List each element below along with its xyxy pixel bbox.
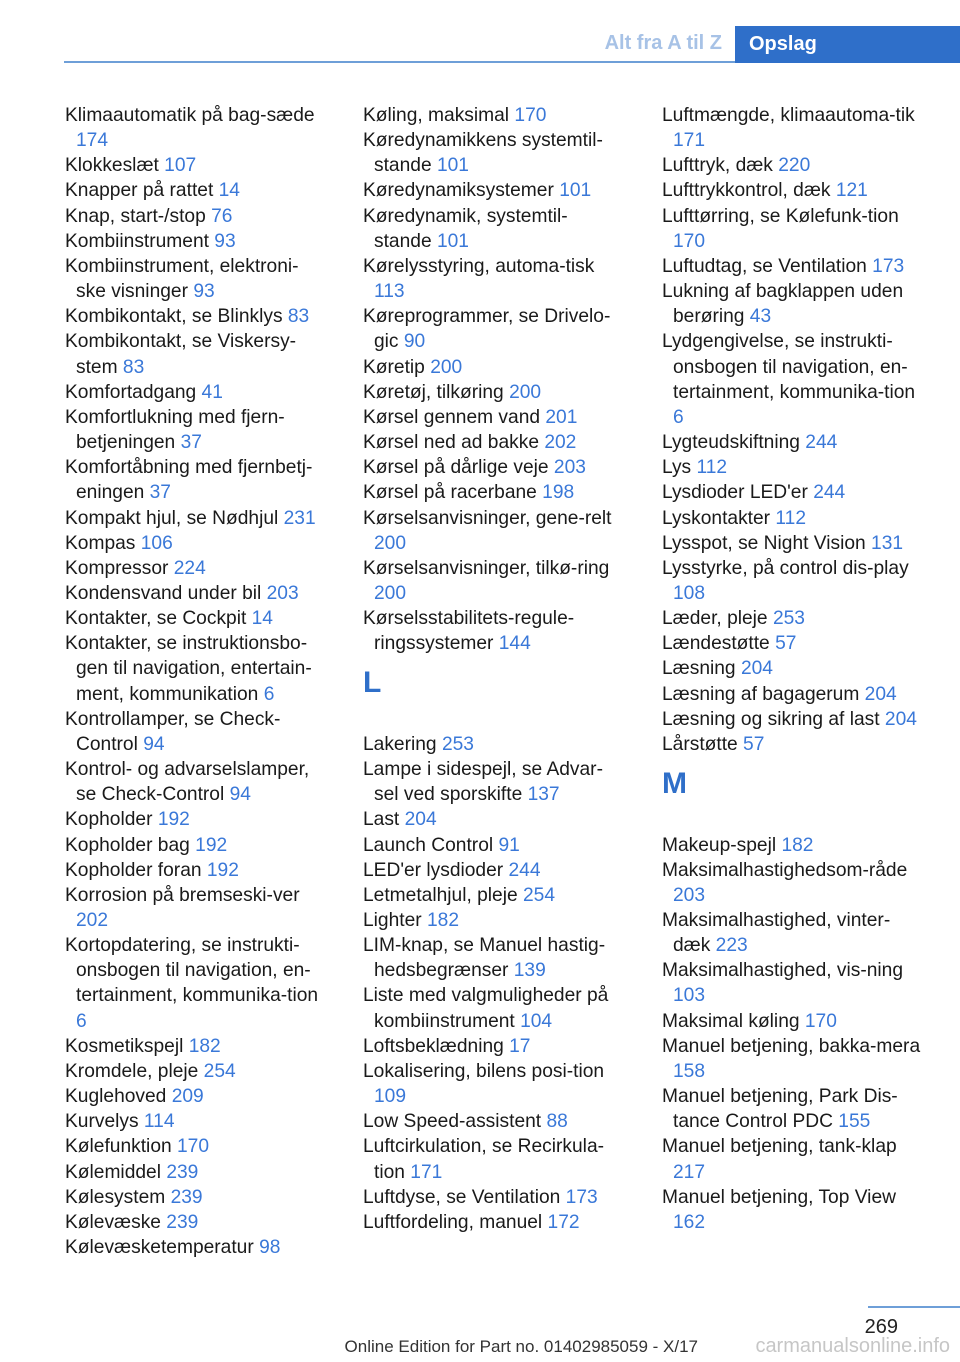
index-entry xyxy=(65,329,327,379)
index-term: Luftfordeling, manuel xyxy=(363,1211,548,1233)
index-entry xyxy=(662,1009,924,1034)
index-term: Manuel betjening, bakka-mera xyxy=(662,1035,921,1057)
index-term: Lukning af bagklappen uden berøring xyxy=(662,281,904,328)
index-term: Komfortåbning med fjernbetj-eningen xyxy=(65,457,313,504)
index-term: Kølevæske xyxy=(65,1211,167,1233)
index-entry xyxy=(65,254,327,304)
index-entry xyxy=(662,178,924,203)
index-term: Køreprogrammer, se Drivelo-gic xyxy=(363,306,611,353)
index-entry xyxy=(662,958,924,1008)
page-reference-link[interactable]: 200 xyxy=(374,582,407,604)
page-reference-link[interactable]: 203 xyxy=(673,884,706,906)
page-reference-link[interactable]: 217 xyxy=(673,1161,706,1183)
index-entry xyxy=(363,254,625,304)
index-term: Kørselsanvisninger, tilkø-ring xyxy=(363,557,610,579)
page-reference-link[interactable]: 94 xyxy=(229,784,251,806)
index-term: Liste med valgmuligheder på kombiinstrument xyxy=(363,985,609,1032)
index-term: Lufttryk, dæk xyxy=(662,155,779,177)
index-entry xyxy=(363,1059,625,1109)
index-term: Kosmetikspejl xyxy=(65,1035,189,1057)
index-entry xyxy=(662,430,924,455)
index-entry xyxy=(65,405,327,455)
index-term: Kromdele, pleje xyxy=(65,1060,204,1082)
page-reference-link[interactable]: 239 xyxy=(166,1211,199,1233)
page-reference-link[interactable]: 14 xyxy=(218,180,240,202)
index-term: Køredynamiksystemer xyxy=(363,180,560,202)
page-reference-link[interactable]: 173 xyxy=(565,1186,598,1208)
page-reference-link[interactable]: 170 xyxy=(673,230,706,252)
page-reference-link[interactable]: 182 xyxy=(188,1035,221,1057)
index-term: Køredynamik, systemtil-stande xyxy=(363,205,568,252)
page-reference-link[interactable]: 192 xyxy=(195,834,228,856)
index-term: Komfortlukning med fjern-betjeningen xyxy=(65,406,285,454)
index-term: Klokkeslæt xyxy=(65,155,165,177)
page-reference-link[interactable]: 107 xyxy=(164,155,197,177)
page-reference-link[interactable]: 106 xyxy=(140,532,173,554)
index-entry xyxy=(662,1084,924,1134)
index-entry xyxy=(662,204,924,254)
index-entry xyxy=(65,757,327,807)
index-entry xyxy=(363,858,625,883)
index-term: Manuel betjening, tank-klap xyxy=(662,1136,897,1158)
page-reference-link[interactable]: 244 xyxy=(508,859,541,881)
index-term: Kondensvand under bil xyxy=(65,582,267,604)
index-term: Kørsel ned ad bakke xyxy=(363,432,545,454)
page-reference-link[interactable]: 173 xyxy=(872,255,905,277)
index-entry xyxy=(65,933,327,1034)
index-term: Lydgengivelse, se instrukti-onsbogen til navigation, en-tertainment, kommunika-tion xyxy=(662,331,916,403)
index-entry xyxy=(662,833,924,858)
page-reference-link[interactable]: 83 xyxy=(287,306,310,328)
page-reference-link[interactable]: 203 xyxy=(266,582,299,604)
index-entry xyxy=(662,732,924,757)
page-reference-link[interactable]: 204 xyxy=(404,809,437,831)
index-entry xyxy=(65,1160,327,1185)
index-entry xyxy=(363,128,625,178)
page-reference-link[interactable]: 171 xyxy=(410,1161,443,1183)
index-entry xyxy=(363,1034,625,1059)
index-term: Lokalisering, bilens posi-tion xyxy=(363,1060,605,1082)
index-entry xyxy=(363,1134,625,1184)
page-reference-link[interactable]: 76 xyxy=(211,205,233,227)
index-entry xyxy=(662,656,924,681)
index-term: Maksimalhastighedsom-råde xyxy=(662,859,908,881)
index-entry xyxy=(65,858,327,883)
index-term: Lyskontakter xyxy=(662,507,776,529)
footer-rule xyxy=(868,1306,960,1308)
page-reference-link[interactable]: 139 xyxy=(513,960,546,982)
page-reference-link[interactable]: 98 xyxy=(259,1237,281,1259)
index-entry xyxy=(662,1034,924,1084)
index-term: Lufttørring, se Kølefunk-tion xyxy=(662,205,899,227)
index-term: Korrosion på bremseski-ver xyxy=(65,884,300,906)
index-entry xyxy=(65,883,327,933)
section-tab: Opslag xyxy=(735,26,960,63)
index-entry xyxy=(363,380,625,405)
index-entry xyxy=(65,380,327,405)
index-term: Kontrollamper, se Check-Control xyxy=(65,708,281,755)
page-reference-link[interactable]: 37 xyxy=(180,432,202,454)
page-reference-link[interactable]: 254 xyxy=(203,1060,236,1082)
index-term: Kørsel gennem vand xyxy=(363,406,546,428)
edition-note: Online Edition for Part no. 01402985059 - X/17 xyxy=(344,1337,698,1356)
page-reference-link[interactable]: 200 xyxy=(430,356,463,378)
page-reference-link[interactable]: 204 xyxy=(740,658,773,680)
index-term: Knap, start-/stop xyxy=(65,205,212,227)
index-entry xyxy=(363,304,625,354)
index-term: Kortopdatering, se instrukti-onsbogen til navigation, en-tertainment, kommunika-tion xyxy=(65,935,319,1007)
page-reference-link[interactable]: 155 xyxy=(838,1111,871,1133)
page-reference-link[interactable]: 131 xyxy=(871,532,904,554)
index-column-2 xyxy=(363,103,625,1235)
page-reference-link[interactable]: 90 xyxy=(403,331,426,353)
index-entry xyxy=(65,1210,327,1235)
index-term: Kørselsstabilitets-regule-ringssystemer xyxy=(363,608,575,655)
index-entry xyxy=(65,581,327,606)
index-term: Lys xyxy=(662,457,697,479)
index-term: Low Speed-assistent xyxy=(363,1111,547,1133)
index-entry xyxy=(662,631,924,656)
page-reference-link[interactable]: 83 xyxy=(122,356,145,378)
page-reference-link[interactable]: 209 xyxy=(171,1086,204,1108)
index-entry xyxy=(65,178,327,203)
index-entry xyxy=(363,480,625,505)
index-term: Luftcirkulation, se Recirkula-tion xyxy=(363,1136,605,1183)
page-reference-link[interactable]: 231 xyxy=(283,507,316,529)
page-reference-link[interactable]: 174 xyxy=(76,130,109,152)
page-reference-link[interactable]: 244 xyxy=(813,482,846,504)
index-entry xyxy=(65,103,327,153)
index-entry xyxy=(65,204,327,229)
page-reference-link[interactable]: 94 xyxy=(143,733,165,755)
page-reference-link[interactable]: 37 xyxy=(149,482,171,504)
index-term: Kompas xyxy=(65,532,141,554)
index-letter-heading: L xyxy=(363,666,382,700)
index-entry xyxy=(65,1185,327,1210)
page-reference-link[interactable]: 57 xyxy=(743,733,765,755)
index-term: Lysstyrke, på control dis-play xyxy=(662,557,909,579)
index-term: Kombiinstrument xyxy=(65,230,215,252)
page-reference-link[interactable]: 144 xyxy=(498,633,531,655)
index-term: Manuel betjening, Top View xyxy=(662,1186,896,1208)
index-term: Kuglehoved xyxy=(65,1086,172,1108)
index-entry xyxy=(662,103,924,153)
index-term: Kompressor xyxy=(65,557,174,579)
page-reference-link[interactable]: 114 xyxy=(143,1111,175,1133)
page-reference-link[interactable]: 204 xyxy=(864,683,897,705)
page-reference-link[interactable]: 200 xyxy=(509,381,542,403)
page-reference-link[interactable]: 200 xyxy=(374,532,407,554)
page-reference-link[interactable]: 104 xyxy=(520,1010,553,1032)
index-term: Kurvelys xyxy=(65,1111,144,1133)
index-term: Lampe i sidespejl, se Advar-sel ved sporskifte xyxy=(363,759,603,806)
index-term: Lysdioder LED'er xyxy=(662,482,814,504)
index-term: Kopholder bag xyxy=(65,834,196,856)
page-reference-link[interactable]: 108 xyxy=(673,582,706,604)
index-entry xyxy=(65,807,327,832)
index-term: Læsning xyxy=(662,658,741,680)
index-entry xyxy=(65,707,327,757)
index-term: Kølemiddel xyxy=(65,1161,167,1183)
page-reference-link[interactable]: 43 xyxy=(749,306,772,328)
index-entry xyxy=(65,229,327,254)
index-entry xyxy=(662,480,924,505)
page-reference-link[interactable]: 91 xyxy=(498,834,520,856)
index-column-1 xyxy=(65,103,327,1260)
page-reference-link[interactable]: 170 xyxy=(514,105,547,126)
index-term: Kopholder foran xyxy=(65,859,207,881)
page-reference-link[interactable]: 113 xyxy=(374,281,405,303)
page-reference-link[interactable]: 14 xyxy=(251,608,273,630)
page-reference-link[interactable]: 223 xyxy=(715,935,748,957)
page-reference-link[interactable]: 57 xyxy=(775,633,797,655)
index-term: Køretip xyxy=(363,356,431,378)
page-reference-link[interactable]: 254 xyxy=(523,884,556,906)
index-term: Læsning af bagagerum xyxy=(662,683,865,705)
index-entry xyxy=(662,556,924,606)
index-entry xyxy=(363,807,625,832)
index-entry xyxy=(65,1034,327,1059)
index-term: Knapper på rattet xyxy=(65,180,219,202)
page-reference-link[interactable]: 6 xyxy=(263,683,275,705)
index-entry xyxy=(662,682,924,707)
index-entry xyxy=(363,1109,625,1134)
page-reference-link[interactable]: 220 xyxy=(778,155,811,177)
index-term: Loftsbeklædning xyxy=(363,1035,510,1057)
index-entry xyxy=(662,1185,924,1235)
page-reference-link[interactable]: 93 xyxy=(193,281,215,303)
page-reference-link[interactable]: 101 xyxy=(436,155,469,177)
page-reference-link[interactable]: 6 xyxy=(673,406,684,428)
page-reference-link[interactable]: 182 xyxy=(781,834,814,856)
page-reference-link[interactable]: 170 xyxy=(804,1010,837,1032)
index-entry xyxy=(662,506,924,531)
index-letter-heading: M xyxy=(662,767,687,801)
index-entry xyxy=(65,1235,327,1260)
index-entry xyxy=(662,329,924,430)
index-term: Kørsel på dårlige veje xyxy=(363,457,554,479)
page-reference-link[interactable]: 171 xyxy=(673,130,706,152)
index-entry xyxy=(363,556,625,606)
index-entry xyxy=(662,153,924,178)
index-term: LED'er lysdioder xyxy=(363,859,509,881)
page-reference-link[interactable]: 170 xyxy=(177,1136,210,1158)
page-reference-link[interactable]: 253 xyxy=(772,608,805,630)
index-term: Køretøj, tilkøring xyxy=(363,381,510,403)
index-term: Maksimalhastighed, vinter-dæk xyxy=(662,909,891,957)
index-entry xyxy=(662,707,924,732)
index-term: Kopholder xyxy=(65,809,158,831)
index-entry xyxy=(65,606,327,631)
page-reference-link[interactable]: 239 xyxy=(170,1186,203,1208)
index-entry xyxy=(662,858,924,908)
page-reference-link[interactable]: 101 xyxy=(559,180,592,202)
index-term: Kontakter, se instruktionsbo-gen til navigation, entertain-ment, kommunikation xyxy=(65,633,312,705)
index-entry xyxy=(662,1134,924,1184)
index-term: Kørsel på racerbane xyxy=(363,482,543,504)
index-column-3 xyxy=(662,103,924,1235)
index-term: Køredynamikkens systemtil-stande xyxy=(363,130,603,177)
index-entry xyxy=(363,933,625,983)
page-reference-link[interactable]: 244 xyxy=(805,432,838,454)
index-entry xyxy=(363,1185,625,1210)
page-reference-link[interactable]: 93 xyxy=(214,230,236,252)
index-entry xyxy=(363,732,625,757)
page-number: 269 xyxy=(864,1316,898,1338)
index-entry xyxy=(65,455,327,505)
section-breadcrumb: Alt fra A til Z xyxy=(604,32,722,54)
page-reference-link[interactable]: 103 xyxy=(673,985,706,1007)
page-reference-link[interactable]: 198 xyxy=(542,482,575,504)
page-reference-link[interactable]: 192 xyxy=(157,809,190,831)
index-entry xyxy=(65,531,327,556)
index-term: Kølefunktion xyxy=(65,1136,177,1158)
page-reference-link[interactable]: 158 xyxy=(673,1060,706,1082)
index-term: Lygteudskiftning xyxy=(662,432,806,454)
index-term: Maksimalhastighed, vis-ning xyxy=(662,960,904,982)
page-reference-link[interactable]: 137 xyxy=(527,784,560,806)
index-entry xyxy=(662,279,924,329)
page-reference-link[interactable]: 109 xyxy=(374,1086,407,1108)
index-term: Lighter xyxy=(363,909,427,931)
page-reference-link[interactable]: 192 xyxy=(206,859,239,881)
page-reference-link[interactable]: 17 xyxy=(509,1035,531,1057)
index-entry xyxy=(662,455,924,480)
index-term: Lårstøtte xyxy=(662,733,744,755)
page-reference-link[interactable]: 253 xyxy=(441,733,474,755)
index-term: Makeup-spejl xyxy=(662,834,782,856)
index-term: Luftmængde, klimaautoma-tik xyxy=(662,105,915,126)
index-entry xyxy=(65,1134,327,1159)
index-entry xyxy=(363,430,625,455)
index-entry xyxy=(65,1059,327,1084)
page-reference-link[interactable]: 182 xyxy=(427,909,460,931)
index-term: Kompakt hjul, se Nødhjul xyxy=(65,507,284,529)
index-term: Kørelysstyring, automa-tisk xyxy=(363,255,595,277)
page-reference-link[interactable]: 41 xyxy=(201,381,223,403)
index-term: Kørselsanvisninger, gene-relt xyxy=(363,507,612,529)
page-reference-link[interactable]: 162 xyxy=(673,1211,706,1233)
page-reference-link[interactable]: 202 xyxy=(544,432,577,454)
page-reference-link[interactable]: 6 xyxy=(76,1010,87,1032)
index-entry xyxy=(65,833,327,858)
index-term: Lufttrykkontrol, dæk xyxy=(662,180,836,202)
page-reference-link[interactable]: 121 xyxy=(835,180,868,202)
index-entry xyxy=(363,355,625,380)
page-header xyxy=(0,26,960,62)
index-term: Kombikontakt, se Blinklys xyxy=(65,306,288,328)
index-term: Komfortadgang xyxy=(65,381,202,403)
index-term: Launch Control xyxy=(363,834,499,856)
index-term: LIM-knap, se Manuel hastig-hedsbegrænser xyxy=(363,935,606,982)
index-entry xyxy=(65,506,327,531)
index-entry xyxy=(65,556,327,581)
page-reference-link[interactable]: 202 xyxy=(76,910,109,931)
watermark: carmanualsonline.info xyxy=(755,1335,950,1357)
index-term: Kontakter, se Cockpit xyxy=(65,608,252,630)
index-term: Maksimal køling xyxy=(662,1010,805,1032)
index-term: Læder, pleje xyxy=(662,608,773,630)
index-entry xyxy=(363,606,625,656)
index-term: Kombiinstrument, elektroni-ske visninger xyxy=(65,255,299,303)
index-term: Last xyxy=(363,809,405,831)
index-term: Letmetalhjul, pleje xyxy=(363,884,523,906)
index-term: Lændestøtte xyxy=(662,633,776,655)
index-term: Kølesystem xyxy=(65,1186,171,1208)
page-reference-link[interactable]: 101 xyxy=(436,230,469,252)
index-term: Lakering xyxy=(363,733,442,755)
index-entry xyxy=(662,531,924,556)
page-reference-link[interactable]: 224 xyxy=(173,557,206,579)
index-term: Lysspot, se Night Vision xyxy=(662,532,872,554)
index-term: Luftudtag, se Ventilation xyxy=(662,255,873,277)
index-term: Kombikontakt, se Viskersy-stem xyxy=(65,331,297,378)
page-reference-link[interactable]: 201 xyxy=(545,406,578,428)
index-entry xyxy=(363,506,625,556)
index-term: Køling, maksimal xyxy=(363,105,515,126)
index-entry xyxy=(363,1210,625,1235)
index-term: Luftdyse, se Ventilation xyxy=(363,1186,566,1208)
index-entry xyxy=(65,1084,327,1109)
index-entry xyxy=(662,606,924,631)
page-reference-link[interactable]: 239 xyxy=(166,1161,199,1183)
index-entry xyxy=(363,204,625,254)
index-entry xyxy=(363,833,625,858)
page-reference-link[interactable]: 112 xyxy=(696,457,728,479)
index-entry xyxy=(363,908,625,933)
index-term: Kontrol- og advarselslamper, se Check-Control xyxy=(65,759,310,806)
index-entry xyxy=(65,304,327,329)
page-reference-link[interactable]: 172 xyxy=(547,1211,580,1233)
page-reference-link[interactable]: 112 xyxy=(775,507,806,529)
index-entry xyxy=(65,153,327,178)
index-entry xyxy=(363,178,625,203)
index-entry xyxy=(363,103,625,128)
index-entry xyxy=(65,1109,327,1134)
page-reference-link[interactable]: 88 xyxy=(546,1111,568,1133)
index-term: Manuel betjening, Park Dis-tance Control PDC xyxy=(662,1086,898,1133)
index-term: Kølevæsketemperatur xyxy=(65,1237,260,1259)
page-reference-link[interactable]: 203 xyxy=(553,457,586,479)
index-entry xyxy=(662,908,924,958)
index-term: Klimaautomatik på bag-sæde xyxy=(65,105,315,126)
page-reference-link[interactable]: 204 xyxy=(884,708,917,730)
index-entry xyxy=(65,631,327,706)
index-entry xyxy=(363,883,625,908)
index-entry xyxy=(363,983,625,1033)
index-entry xyxy=(363,757,625,807)
index-term: Læsning og sikring af last xyxy=(662,708,885,730)
index-entry xyxy=(363,455,625,480)
index-entry xyxy=(662,254,924,279)
index-entry xyxy=(363,405,625,430)
